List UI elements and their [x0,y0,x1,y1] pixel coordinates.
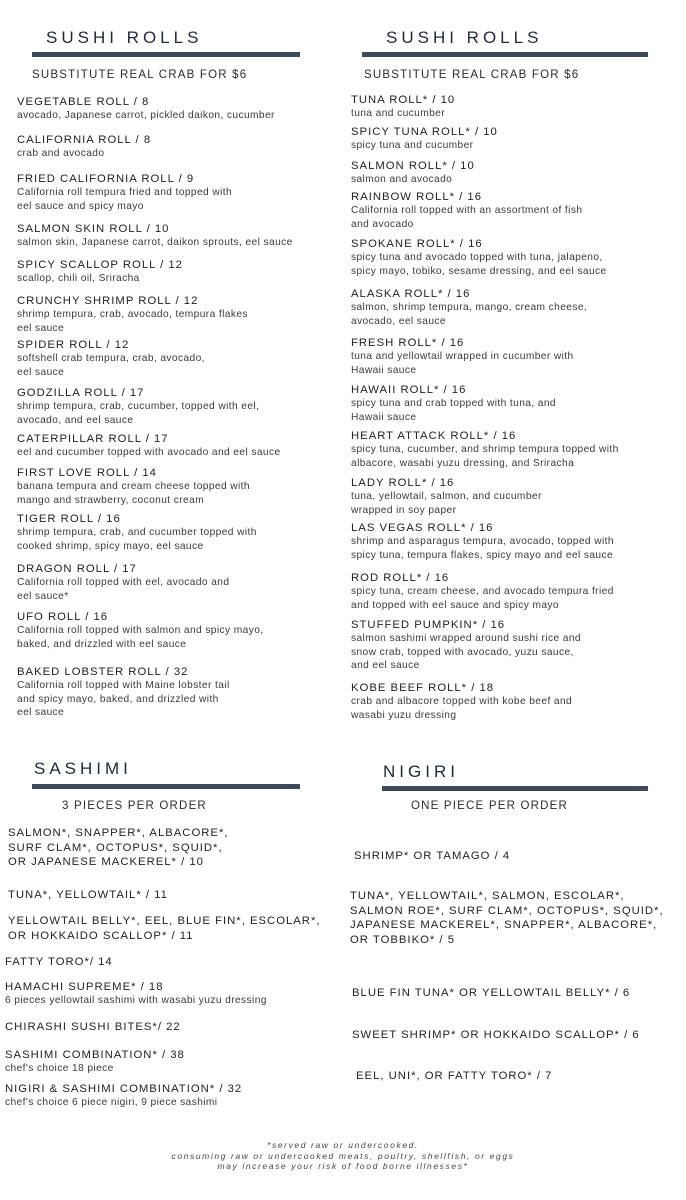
item-desc: spicy tuna, cucumber, and shrimp tempura topped with albacore, wasabi yuzu dressing, and Sriracha [351,444,619,469]
right-rolls-subtitle: SUBSTITUTE REAL CRAB FOR $6 [364,69,580,81]
menu-item [351,430,619,470]
item-name: TIGER ROLL / 16 [17,513,121,525]
item-name: ROD ROLL* / 16 [351,572,450,584]
menu-item [351,477,542,517]
menu-item [351,522,614,562]
menu-item [5,1083,242,1110]
menu-item [351,572,614,612]
nigiri-item: SWEET SHRIMP* OR HOKKAIDO SCALLOP* / 6 [352,1029,640,1041]
nigiri-item: TUNA*, YELLOWTAIL*, SALMON, ESCOLAR*, SALMON ROE*, SURF CLAM*, OCTOPUS*, SQUID*, JAPANESE MACKEREL*, SNAPPER*, ALBACORE*, OR TOBBIKO* / 5 [350,890,664,946]
item-name: RAINBOW ROLL* / 16 [351,191,483,203]
item-name: FRIED CALIFORNIA ROLL / 9 [17,173,195,185]
item-name: LADY ROLL* / 16 [351,477,455,489]
menu-item [351,94,455,121]
item-name: CALIFORNIA ROLL / 8 [17,134,152,146]
menu-item [17,259,183,286]
menu-item [17,96,275,123]
item-desc: tuna and yellowtail wrapped in cucumber with Hawaii sauce [351,351,574,376]
menu-item [351,160,475,187]
menu-item [351,384,556,424]
item-desc: 6 pieces yellowtail sashimi with wasabi yuzu dressing [5,995,267,1006]
item-desc: California roll topped with Maine lobster tail and spicy mayo, baked, and drizzled with eel sauce [17,680,230,718]
item-desc: spicy tuna, cream cheese, and avocado tempura fried and topped with eel sauce and spicy mayo [351,586,614,611]
right-rolls-divider [362,52,648,57]
item-name: SALMON ROLL* / 10 [351,160,475,172]
menu-item [17,611,264,651]
item-name: SASHIMI COMBINATION* / 38 [5,1049,185,1061]
footer-note-3: may increase your risk of food borne illnesses* [217,1161,469,1171]
item-name: FRESH ROLL* / 16 [351,337,465,349]
item-name: FIRST LOVE ROLL / 14 [17,467,157,479]
right-rolls-title: SUSHI ROLLS [386,28,543,47]
item-name: NIGIRI & SASHIMI COMBINATION* / 32 [5,1083,243,1095]
item-desc: spicy tuna and crab topped with tuna, and Hawaii sauce [351,398,556,423]
sashimi-item: YELLOWTAIL BELLY*, EEL, BLUE FIN*, ESCOLAR*, OR HOKKAIDO SCALLOP* / 11 [8,915,321,942]
menu-item [351,238,607,278]
menu-item [351,191,582,231]
nigiri-divider [382,786,648,791]
menu-item [17,295,248,335]
menu-item [351,619,581,673]
menu-item [17,666,230,720]
sashimi-divider [32,784,300,789]
item-name: TUNA ROLL* / 10 [351,94,456,106]
item-desc: crab and albacore topped with kobe beef and wasabi yuzu dressing [351,696,573,721]
item-desc: eel and cucumber topped with avocado and eel sauce [17,447,281,458]
sashimi-subtitle: 3 PIECES PER ORDER [62,800,207,812]
item-desc: softshell crab tempura, crab, avocado, eel sauce [17,353,205,378]
item-desc: shrimp tempura, crab, and cucumber topped with cooked shrimp, spicy mayo, eel sauce [17,527,257,552]
menu-item [17,563,229,603]
item-desc: California roll tempura fried and topped with eel sauce and spicy mayo [17,187,233,212]
footer-note-2: consuming raw or undercooked meats, poultry, shellfish, or eggs [171,1151,515,1161]
footer-note-1: *served raw or undercooked. [267,1140,419,1150]
item-name: VEGETABLE ROLL / 8 [17,96,150,108]
item-desc: California roll topped with eel, avocado and eel sauce* [17,577,230,602]
nigiri-item: BLUE FIN TUNA* OR YELLOWTAIL BELLY* / 6 [352,987,631,999]
nigiri-subtitle: ONE PIECE PER ORDER [411,800,568,812]
nigiri-item: EEL, UNI*, OR FATTY TORO* / 7 [356,1070,553,1082]
item-desc: shrimp tempura, crab, cucumber, topped with eel, avocado, and eel sauce [17,401,260,426]
item-name: SPICY SCALLOP ROLL / 12 [17,259,183,271]
item-desc: tuna, yellowtail, salmon, and cucumber wrapped in soy paper [351,491,542,516]
menu-item [17,223,293,250]
item-name: CRUNCHY SHRIMP ROLL / 12 [17,295,199,307]
item-desc: tuna and cucumber [351,108,446,119]
item-name: SALMON SKIN ROLL / 10 [17,223,170,235]
menu-item [17,433,281,460]
item-name: CATERPILLAR ROLL / 17 [17,433,169,445]
menu-item [17,339,205,379]
item-desc: California roll topped with salmon and spicy mayo, baked, and drizzled with eel sauce [17,625,264,650]
item-desc: salmon sashimi wrapped around sushi rice and snow crab, topped with avocado, yuzu sauce, and eel sauce [351,633,581,671]
item-name: BAKED LOBSTER ROLL / 32 [17,666,189,678]
item-name: SPIDER ROLL / 12 [17,339,130,351]
item-desc: California roll topped with an assortment of fish and avocado [351,205,583,230]
menu-item [17,134,151,161]
item-name: HAMACHI SUPREME* / 18 [5,981,164,993]
nigiri-item: SHRIMP* OR TAMAGO / 4 [354,850,511,862]
menu-item [351,682,572,722]
item-name: STUFFED PUMPKIN* / 16 [351,619,506,631]
menu-item [351,337,574,377]
item-desc: spicy tuna and cucumber [351,140,474,151]
item-desc: banana tempura and cream cheese topped with mango and strawberry, coconut cream [17,481,250,506]
item-desc: salmon, shrimp tempura, mango, cream cheese, avocado, eel sauce [351,302,588,327]
menu-item [351,126,498,153]
left-rolls-subtitle: SUBSTITUTE REAL CRAB FOR $6 [32,69,248,81]
left-rolls-divider [32,52,300,57]
item-desc: salmon and avocado [351,174,453,185]
menu-item [351,288,587,328]
item-desc: shrimp and asparagus tempura, avocado, topped with spicy tuna, tempura flakes, spicy mayo and eel sauce [351,536,614,561]
sashimi-item: TUNA*, YELLOWTAIL* / 11 [8,889,168,901]
item-name: HEART ATTACK ROLL* / 16 [351,430,517,442]
item-name: HAWAII ROLL* / 16 [351,384,467,396]
item-desc: chef's choice 6 piece nigiri, 9 piece sashimi [5,1097,218,1108]
menu-item [17,467,250,507]
item-desc: avocado, Japanese carrot, pickled daikon, cucumber [17,110,275,121]
item-desc: salmon skin, Japanese carrot, daikon sprouts, eel sauce [17,237,293,248]
item-desc: chef's choice 18 piece [5,1063,114,1074]
nigiri-title: NIGIRI [383,762,459,781]
left-rolls-title: SUSHI ROLLS [46,28,203,47]
item-name: UFO ROLL / 16 [17,611,109,623]
menu-item [17,173,232,213]
item-name: ALASKA ROLL* / 16 [351,288,471,300]
item-name: SPICY TUNA ROLL* / 10 [351,126,498,138]
item-desc: crab and avocado [17,148,105,159]
menu-item [5,1049,185,1076]
item-name: DRAGON ROLL / 17 [17,563,137,575]
sashimi-item: SALMON*, SNAPPER*, ALBACORE*, SURF CLAM*, OCTOPUS*, SQUID*, OR JAPANESE MACKEREL* / 10 [8,827,229,868]
menu-item [17,387,259,427]
item-desc: shrimp tempura, crab, avocado, tempura flakes eel sauce [17,309,248,334]
item-name: LAS VEGAS ROLL* / 16 [351,522,494,534]
sashimi-item: FATTY TORO*/ 14 [5,956,113,968]
menu-item [17,513,257,553]
item-name: KOBE BEEF ROLL* / 18 [351,682,495,694]
sashimi-item: CHIRASHI SUSHI BITES*/ 22 [5,1021,181,1033]
item-name: GODZILLA ROLL / 17 [17,387,145,399]
item-name: SPOKANE ROLL* / 16 [351,238,483,250]
item-desc: scallop, chili oil, Sriracha [17,273,140,284]
menu-item [5,981,267,1008]
sashimi-title: SASHIMI [34,759,132,778]
item-desc: spicy tuna and avocado topped with tuna, jalapeno, spicy mayo, tobiko, sesame dressing, and eel sauce [351,252,607,277]
